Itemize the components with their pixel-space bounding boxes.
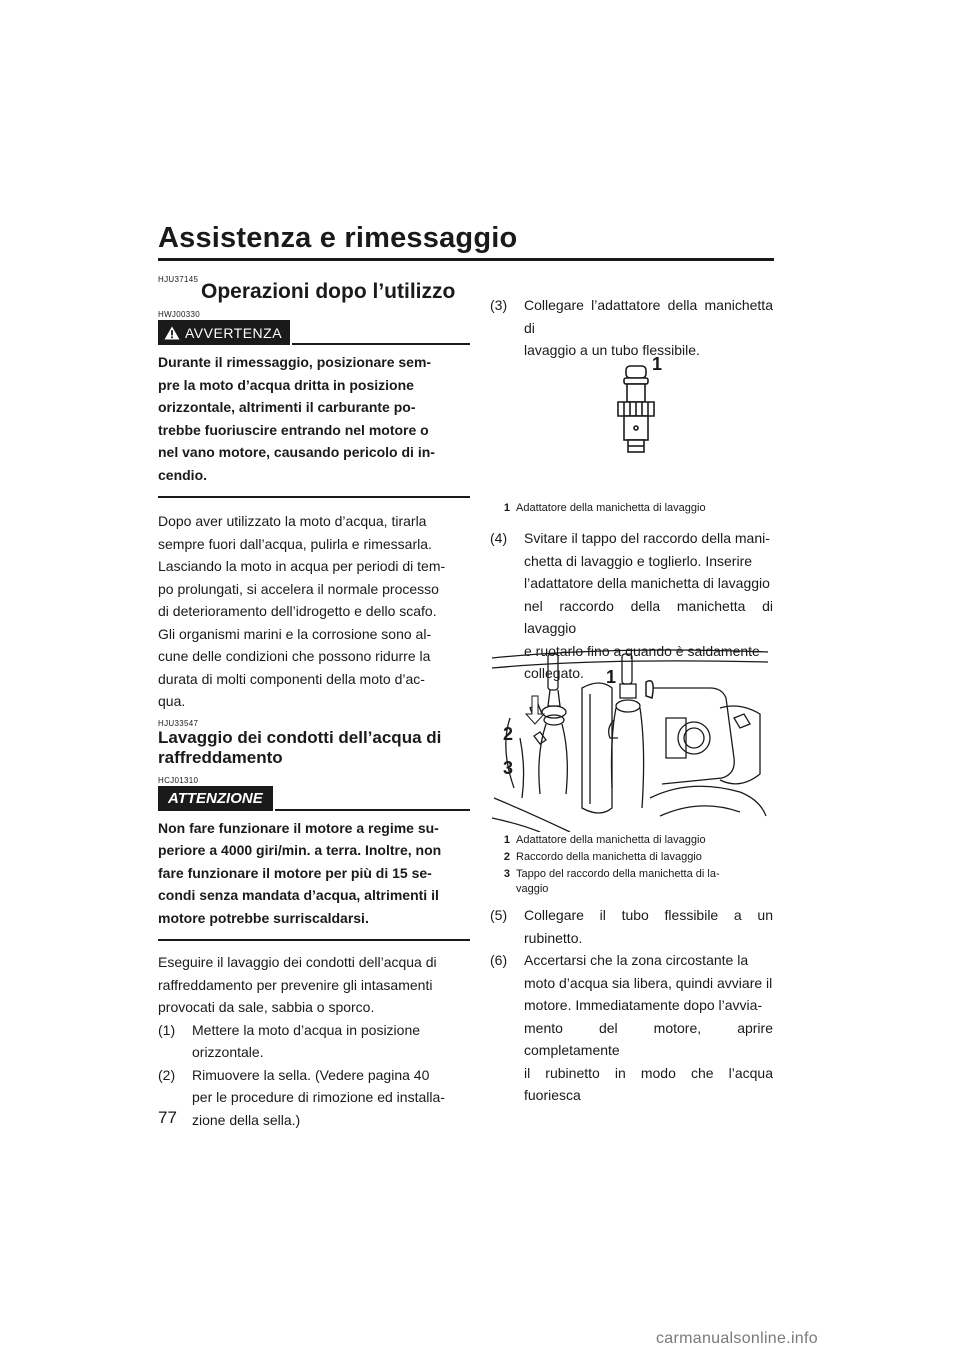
fig2-captions: [496, 833, 766, 897]
caption-text: Tappo del raccordo della manichetta di la-: [516, 868, 720, 880]
step-number: (3): [490, 297, 508, 313]
step-number: (2): [158, 1066, 176, 1083]
step-number: (4): [490, 530, 508, 546]
caution-line: periore a 4000 giri/min. a terra. Inoltre, non: [158, 842, 442, 858]
intro-line: po prolungati, si accelera il normale processo: [158, 580, 439, 597]
intro-line: di deterioramento dell’idrogetto e dello scafo.: [158, 603, 437, 619]
intro-line: cune delle condizioni che possono ridurre la: [158, 648, 431, 664]
body-line: raffreddamento per prevenire gli intasamenti: [158, 976, 433, 993]
caption-text: Adattatore della manichetta di lavaggio: [516, 502, 706, 514]
body-line: provocati da sale, sabbia o sporco.: [158, 999, 375, 1015]
step-line: per le procedure di rimozione ed installa-: [192, 1089, 445, 1105]
caption-number: 1: [503, 834, 510, 846]
caution-top-rule: [275, 809, 470, 811]
step-line: chetta di lavaggio e toglierlo. Inserire: [524, 552, 753, 569]
warning-line: orizzontale, altrimenti il carburante po-: [158, 399, 416, 415]
step-line: Collegare l’adattatore della manichetta di: [524, 297, 773, 336]
fig2-callout-2: 2: [503, 724, 514, 744]
body-line: Eseguire il lavaggio dei condotti dell’acqua di: [158, 954, 437, 970]
fig2-caption-3: [496, 867, 766, 897]
page-header-title: Assistenza e rimessaggio: [158, 222, 518, 254]
page-number: 77: [158, 1108, 177, 1127]
caption-number: 1: [503, 502, 510, 514]
left-column: [158, 275, 470, 1131]
caution-badge: ATTENZIONE: [158, 786, 273, 811]
figure-engine-compartment: [490, 648, 770, 832]
caption-text: vaggio: [516, 883, 549, 895]
step-line: moto d’acqua sia libera, quindi avviare il: [524, 974, 773, 991]
step-line: Mettere la moto d’acqua in posizione: [192, 1021, 421, 1038]
warning-line: nel vano motore, causando pericolo di in-: [158, 444, 435, 460]
step-2: [158, 1064, 470, 1132]
step-1: [158, 1019, 470, 1064]
intro-line: Gli organismi marini e la corrosione sono al-: [158, 625, 432, 642]
body-paragraph: [158, 951, 470, 1019]
caution-line: Non fare funzionare il motore a regime su-: [158, 819, 439, 836]
warning-label: AVVERTENZA: [185, 324, 283, 341]
fig2-caption-2: [496, 850, 766, 865]
step-5: [490, 904, 773, 949]
caution-text: [158, 817, 470, 930]
intro-paragraph: [158, 510, 470, 713]
steps-5-6-block: [490, 904, 773, 1107]
warning-bottom-rule: [158, 496, 470, 498]
header-rule: [158, 258, 774, 261]
warning-line: trebbe fuoriuscire entrando nel motore o: [158, 421, 429, 438]
caution-line: motore potrebbe surriscaldarsi.: [158, 909, 369, 926]
step-3: [490, 294, 773, 362]
fig1-callout-1: 1: [652, 354, 663, 374]
warning-top-rule: [292, 343, 470, 345]
engine-compartment-illustration: [490, 648, 770, 832]
warning-line: Durante il rimessaggio, posizionare sem-: [158, 354, 432, 370]
step-line: Svitare il tappo del raccordo della mani-: [524, 530, 770, 546]
subsection-code: HJU33547: [158, 718, 199, 728]
flush-adapter-illustration: [600, 360, 680, 470]
step-line: zione della sella.): [192, 1111, 301, 1128]
caution-line: condi senza mandata d’acqua, altrimenti il: [158, 887, 439, 903]
intro-line: qua.: [158, 693, 186, 709]
watermark-text: carmanualsonline.info: [656, 1330, 818, 1347]
step-line: nel raccordo della manichetta di lavaggio: [524, 597, 773, 636]
step-number: (6): [490, 952, 508, 968]
caution-line: fare funzionare il motore per più di 15 se-: [158, 864, 432, 881]
caption-text: Adattatore della manichetta di lavaggio: [516, 834, 706, 846]
subsection-title: [158, 728, 470, 768]
step-line: collegato.: [524, 665, 584, 681]
section-code: HJU37145: [158, 275, 199, 284]
warning-triangle-icon: [164, 326, 180, 340]
step-line: e ruotarlo fino a quando è saldamente: [524, 642, 760, 659]
step-6: [490, 949, 773, 1107]
figure-flush-adapter: [600, 360, 680, 470]
intro-line: Dopo aver utilizzato la moto d’acqua, tirarla: [158, 513, 427, 529]
fig1-caption-1: [496, 501, 766, 516]
warning-text: [158, 351, 470, 486]
warning-header: [158, 320, 470, 345]
intro-line: sempre fuori dall’acqua, pulirla e rimessarla.: [158, 535, 432, 552]
right-column: [490, 294, 773, 362]
step-line: il rubinetto in modo che l’acqua fuoriesca: [524, 1064, 773, 1103]
fig2-callout-1: 1: [606, 667, 617, 687]
caption-number: 2: [503, 851, 510, 863]
step-line: Rimuovere la sella. (Vedere pagina 40: [192, 1066, 430, 1083]
step-line: Collegare il tubo flessibile a un rubinetto.: [524, 907, 773, 946]
step-number: (5): [490, 907, 508, 923]
warning-code: HWJ00330: [158, 310, 200, 319]
step-line: motore. Immediatamente dopo l’avvia-: [524, 997, 763, 1013]
step-line: l’adattatore della manichetta di lavaggio: [524, 575, 770, 591]
caution-bottom-rule: [158, 939, 470, 941]
fig2-caption-1: [496, 833, 766, 848]
caption-number: 3: [503, 868, 510, 880]
subsection-title-line: raffreddamento: [158, 747, 283, 767]
caption-text: Raccordo della manichetta di lavaggio: [516, 851, 702, 863]
warning-badge: [158, 320, 290, 345]
step-line: lavaggio a un tubo flessibile.: [524, 342, 700, 358]
caution-code: HCJ01310: [158, 775, 199, 785]
section-title: Operazioni dopo l’utilizzo: [201, 280, 456, 303]
step-line: Accertarsi che la zona circostante la: [524, 952, 749, 968]
intro-line: Lasciando la moto in acqua per periodi di tem-: [158, 558, 446, 574]
caution-header: [158, 786, 470, 811]
fig2-callout-3: 3: [503, 758, 514, 778]
warning-line: cendio.: [158, 466, 208, 483]
step-line: orizzontale.: [192, 1044, 264, 1060]
step-number: (1): [158, 1021, 176, 1038]
warning-line: pre la moto d’acqua dritta in posizione: [158, 376, 414, 393]
step-line: mento del motore, aprire completamente: [524, 1019, 773, 1058]
intro-line: durata di molti componenti della moto d’ac-: [158, 670, 425, 687]
subsection-title-line: Lavaggio dei condotti dell’acqua di: [158, 727, 442, 747]
